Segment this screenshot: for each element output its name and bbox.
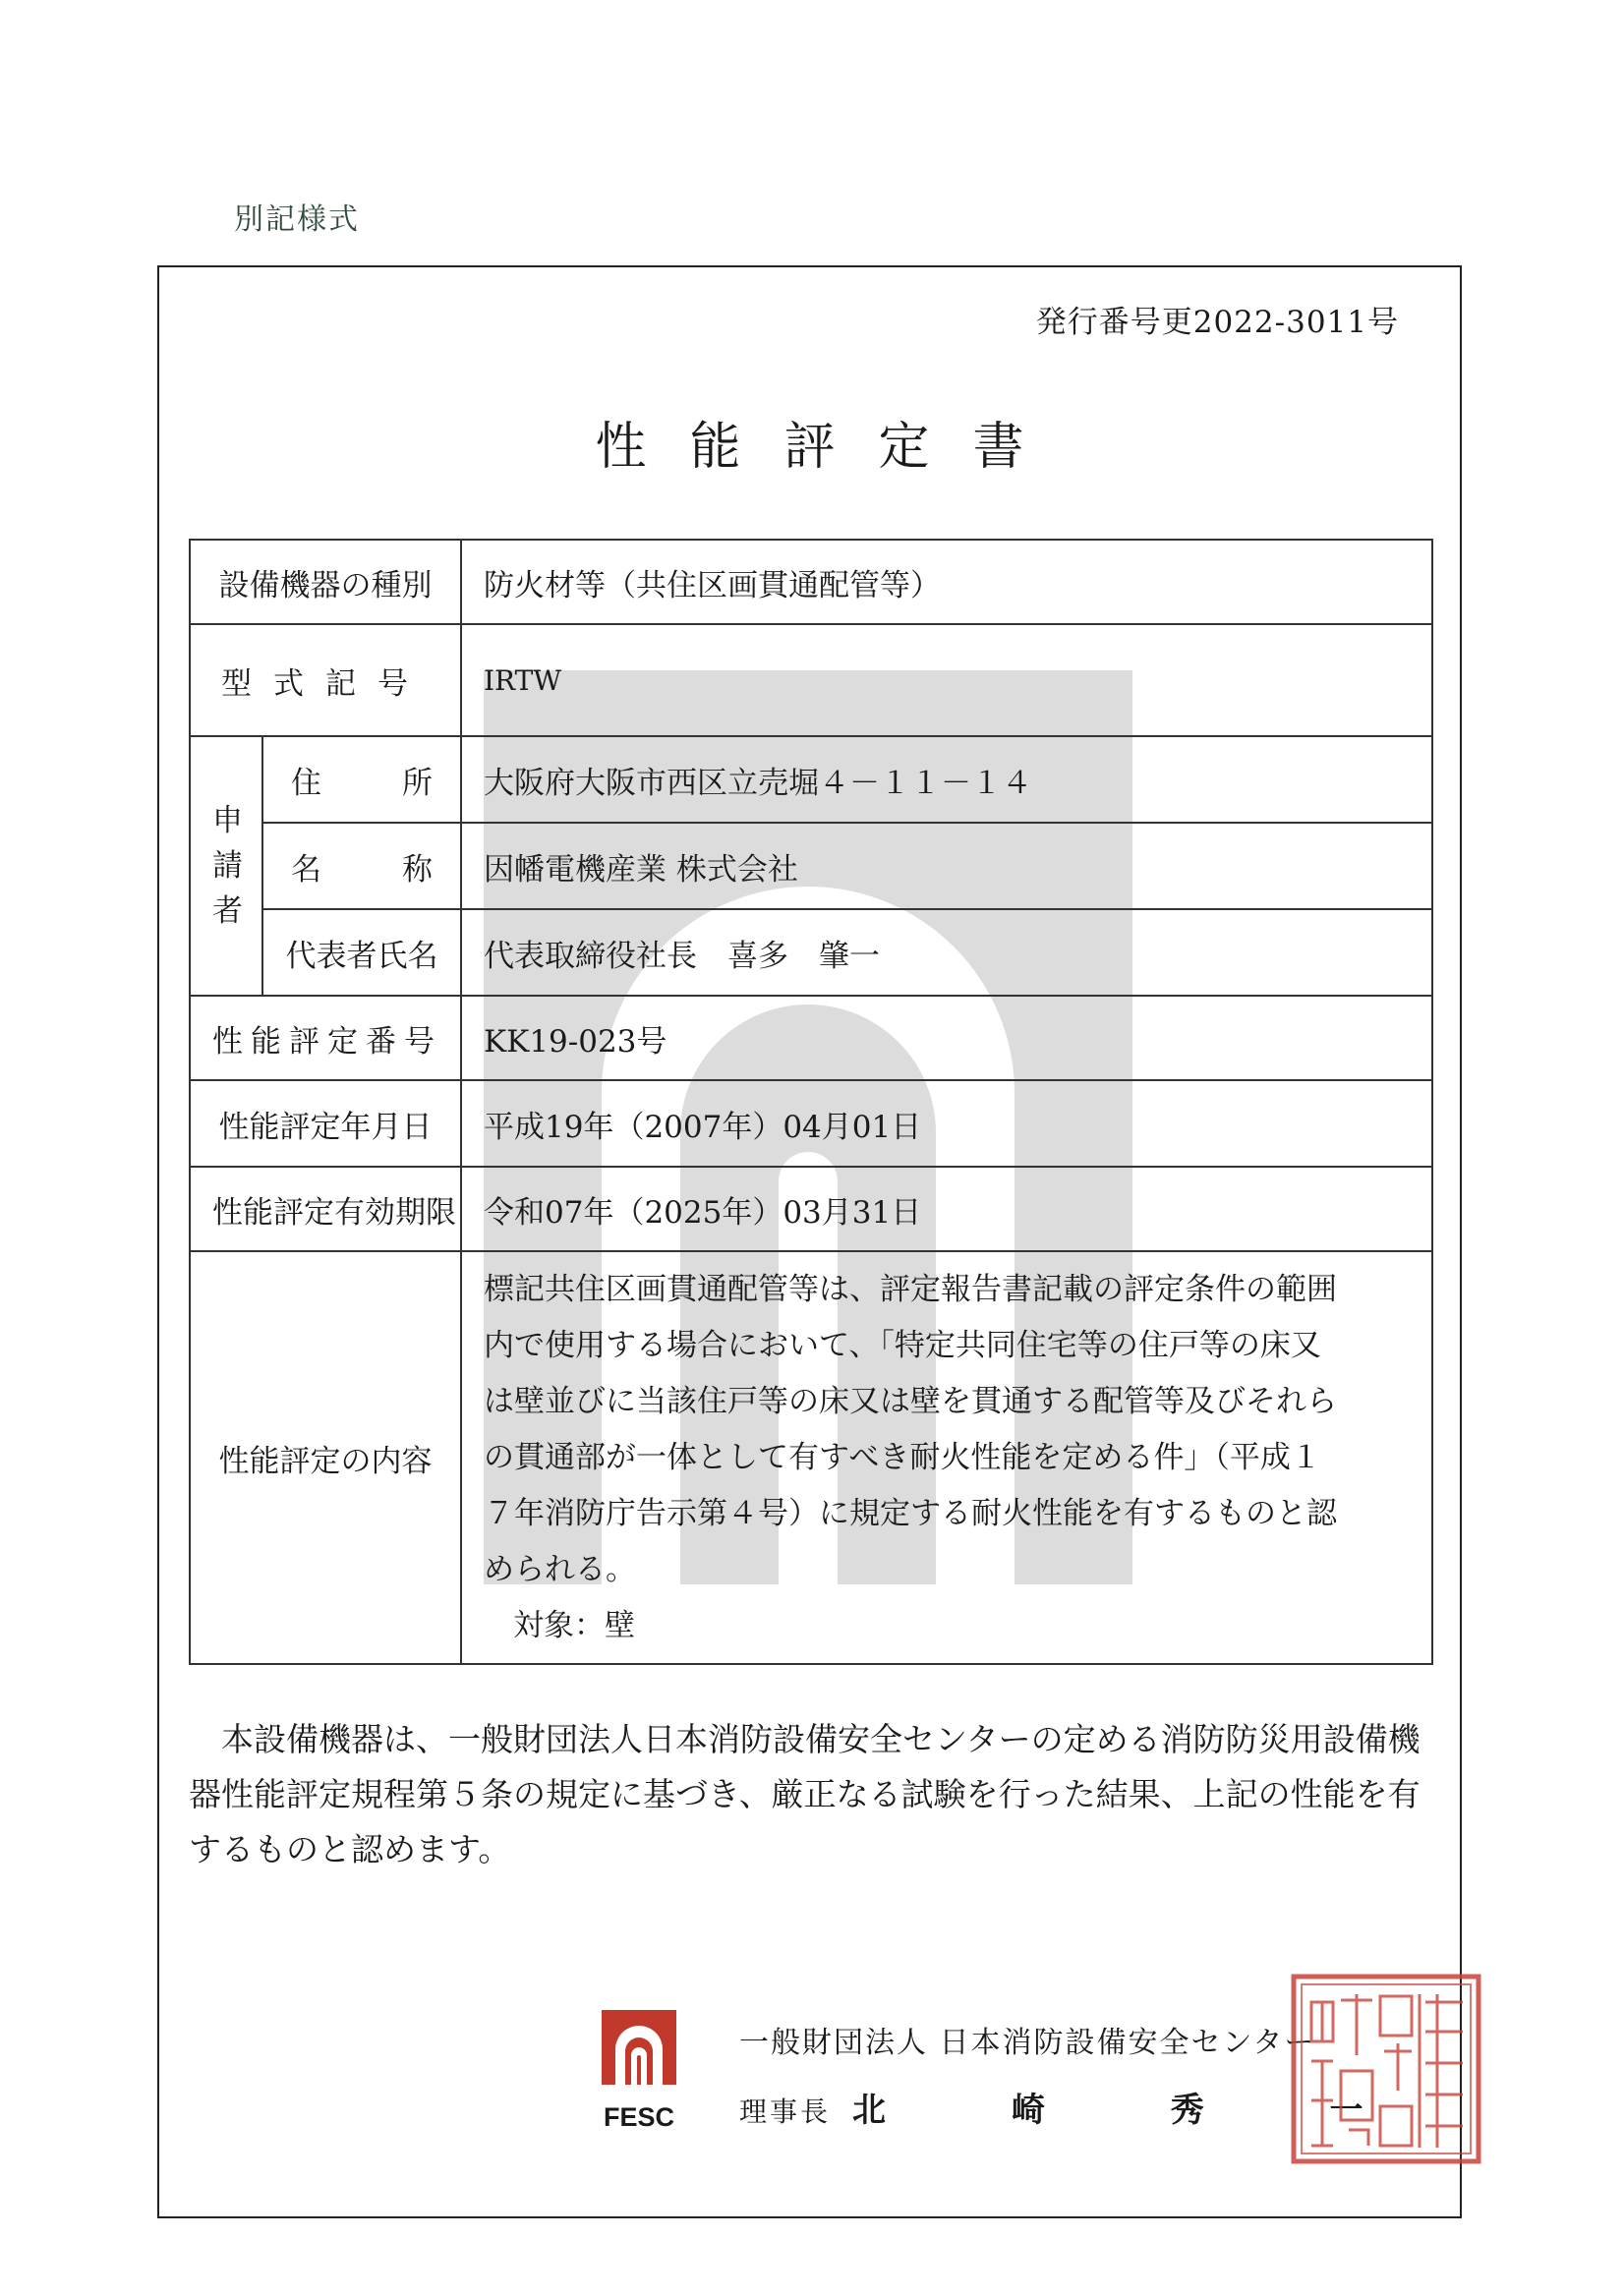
equipment-type-label: 設備機器の種別	[190, 540, 461, 624]
certificate-frame	[157, 265, 1462, 2218]
validity-label: 性能評定有効期限	[190, 1167, 461, 1251]
chair-name: 北 崎 秀 一	[852, 2091, 1421, 2130]
validity-value: 令和07年（2025年）03月31日	[461, 1167, 1432, 1251]
evaluation-date-label: 性能評定年月日	[190, 1080, 461, 1167]
model-value: IRTW	[461, 624, 1432, 736]
row-evaluation-number	[190, 996, 1432, 1080]
applicant-group-label: 申 請 者	[190, 736, 262, 996]
address-value: 大阪府大阪市西区立売堀４－１１－１４	[461, 736, 1432, 823]
evaluation-table	[189, 539, 1433, 1665]
organization-name: 一般財団法人 日本消防設備安全センター	[739, 2026, 1316, 2060]
representative-label: 代表者氏名	[262, 909, 461, 996]
row-model	[190, 624, 1432, 736]
fesc-logo	[602, 2010, 676, 2132]
model-label: 型式記号	[190, 624, 461, 736]
name-label: 名 称	[262, 823, 461, 909]
content-target: 対象：壁	[513, 1607, 635, 1643]
signature-block	[602, 1973, 1427, 2179]
name-value: 因幡電機産業 株式会社	[461, 823, 1432, 909]
row-equipment-type	[190, 540, 1432, 624]
document-title: 性能評定書	[595, 418, 1068, 477]
row-address	[190, 736, 1432, 823]
evaluation-number-label: 性能評定番号	[190, 996, 461, 1080]
svg-text:FESC: FESC	[603, 2102, 675, 2132]
evaluation-number-value: KK19-023号	[461, 996, 1432, 1080]
form-label: 別記様式	[234, 202, 360, 237]
row-evaluation-date	[190, 1080, 1432, 1167]
address-label: 住 所	[262, 736, 461, 823]
chair-title: 理事長	[739, 2095, 832, 2128]
row-representative	[190, 909, 1432, 996]
content-value: 標記共住区画貫通配管等は、評定報告書記載の評定条件の範囲 内で使用する場合において、「特定共同住宅等の住戸等の床又 は壁並びに当該住戸等の床又は壁を貫通する配管等及びそれら の貫通部が一体として有すべき耐火性能を定める件」（平成１ ７年消防庁告示第４号）に規定する耐火性能を有するものと認 められる。 対象：壁	[461, 1251, 1432, 1664]
certification-text: 本設備機器は、一般財団法人日本消防設備安全センターの定める消防防災用設備機器性能評定規程第５条の規定に基づき、厳正なる試験を行った結果、上記の性能を有するものと認めます。	[189, 1720, 1421, 1868]
issue-number: 発行番号更2022-3011号	[1035, 305, 1399, 340]
row-content	[190, 1251, 1432, 1664]
row-name	[190, 823, 1432, 909]
evaluation-date-value: 平成19年（2007年）04月01日	[461, 1080, 1432, 1167]
content-label: 性能評定の内容	[190, 1251, 461, 1664]
official-seal	[1290, 1973, 1482, 2165]
row-validity	[190, 1167, 1432, 1251]
equipment-type-value: 防火材等（共住区画貫通配管等）	[461, 540, 1432, 624]
representative-value: 代表取締役社長 喜多 肇一	[461, 909, 1432, 996]
